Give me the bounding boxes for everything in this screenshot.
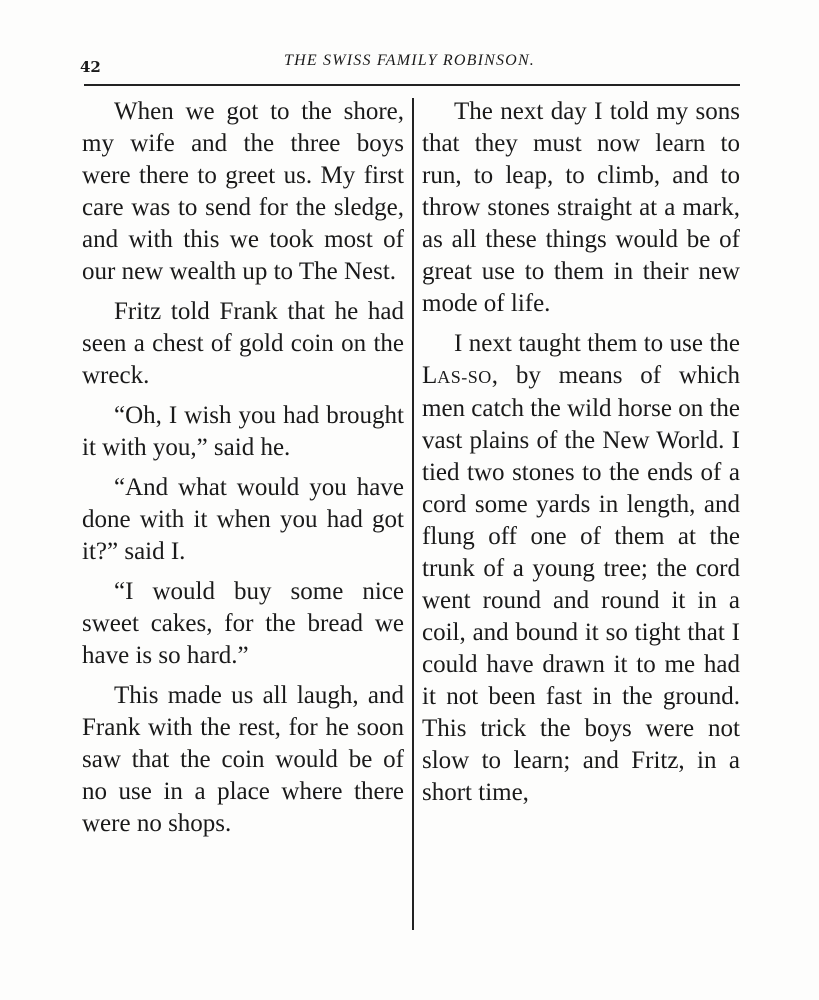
lasso-term-initial: L [422,362,438,389]
lasso-term-smallcaps: AS-SO [437,367,492,387]
running-title: THE SWISS FAMILY ROBINSON. [283,52,536,69]
header-rule [84,84,740,86]
right-column [422,96,740,817]
paragraph-text: , by means of which men catch the wild horse on the vast plains of the New World. I tied two stones to the ends of a cord some yards in length, and flung off one of them at the trunk of a young tree; the cord went round and round it in a coil, and bound it so tight that I could have drawn it to me had it not been fast in the ground. This trick the boys were not slow to learn; and Fritz, in a short time, [422,362,740,806]
paragraph-text: I next taught them to use the [454,330,740,357]
paragraph: “I would buy some nice sweet cakes, for the bread we have is so hard.” [82,578,404,669]
paragraph: When we got to the shore, my wife and the three boys were there to greet us. My first care was to send for the sledge, and with this we took most of our new wealth up to The Nest. [82,98,404,285]
left-column [82,96,404,848]
paragraph: Fritz told Frank that he had seen a chest of gold coin on the wreck. [82,298,404,389]
paragraph: “And what would you have done with it when you had got it?” said I. [82,474,404,565]
paragraph: This made us all laugh, and Frank with the rest, for he soon saw that the coin would be of no use in a place where there were no shops. [82,682,404,837]
page-number: 42 [80,58,101,76]
paragraph: The next day I told my sons that they must now learn to run, to leap, to climb, and to throw stones straight at a mark, as all these things would be of great use to them in their new mode of life. [422,98,740,317]
paragraph [422,328,740,809]
paragraph: “Oh, I wish you had brought it with you,” said he. [82,402,404,461]
column-divider [412,98,414,930]
